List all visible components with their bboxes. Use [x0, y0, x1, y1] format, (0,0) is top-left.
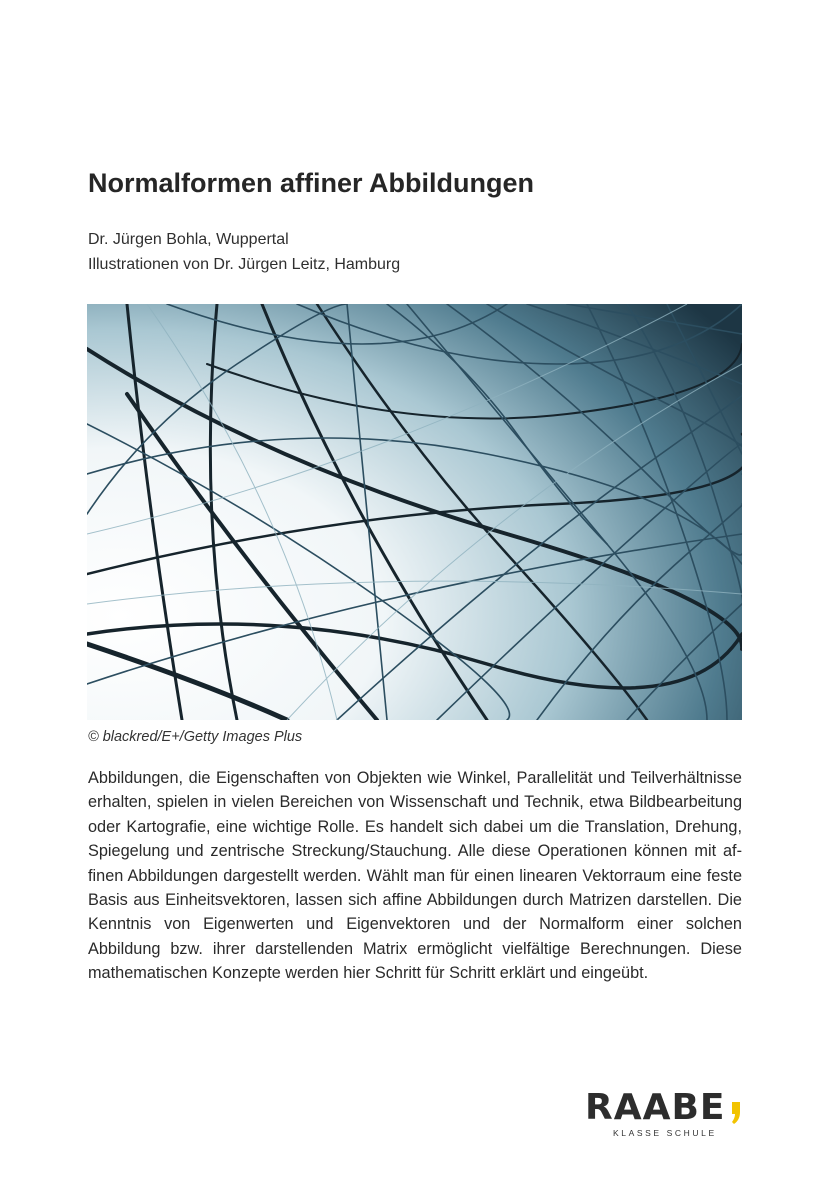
image-credit: © blackred/E+/Getty Images Plus [88, 729, 303, 745]
logo-comma-icon [731, 1102, 741, 1124]
page-title: Normalformen affiner Abbildungen [88, 168, 535, 198]
author-line: Dr. Jürgen Bohla, Wuppertal [88, 231, 289, 248]
logo-subtitle: KLASSE SCHULE [613, 1128, 717, 1138]
logo-wordmark: RAABE [585, 1087, 726, 1128]
raabe-logo [585, 1088, 750, 1144]
cover-photo [87, 304, 742, 720]
intro-paragraph: Abbildungen, die Eigenschaften von Objekten wie Winkel, Parallelität und Teilverhältnisse erhalten, spielen in vielen Bereichen von Wissenschaft und Technik, etwa Bildbearbeitung oder Kartografie, eine wichtige Rolle. Es handelt sich dabei um die Translation, Drehung, Spiegelung und zentrische Streckung/Stauchung. Alle diese Operationen können mit affinen Abbildungen dargestellt werden. Wählt man für einen linearen Vektorraum eine feste Basis aus Einheitsvektoren, lassen sich affine Abbildungen durch Matrizen darstellen. Die Kenntnis von Eigenwerten und Eigenvektoren und der Normalform einer solchen Abbildung bzw. ihrer darstellenden Matrix ermöglicht vielfältige Berechnungen. Diese mathematischen Konzepte werden hier Schritt für Schritt erklärt und eingeübt. [88, 769, 742, 983]
illustrator-line: Illustrationen von Dr. Jürgen Leitz, Hamburg [88, 256, 401, 273]
